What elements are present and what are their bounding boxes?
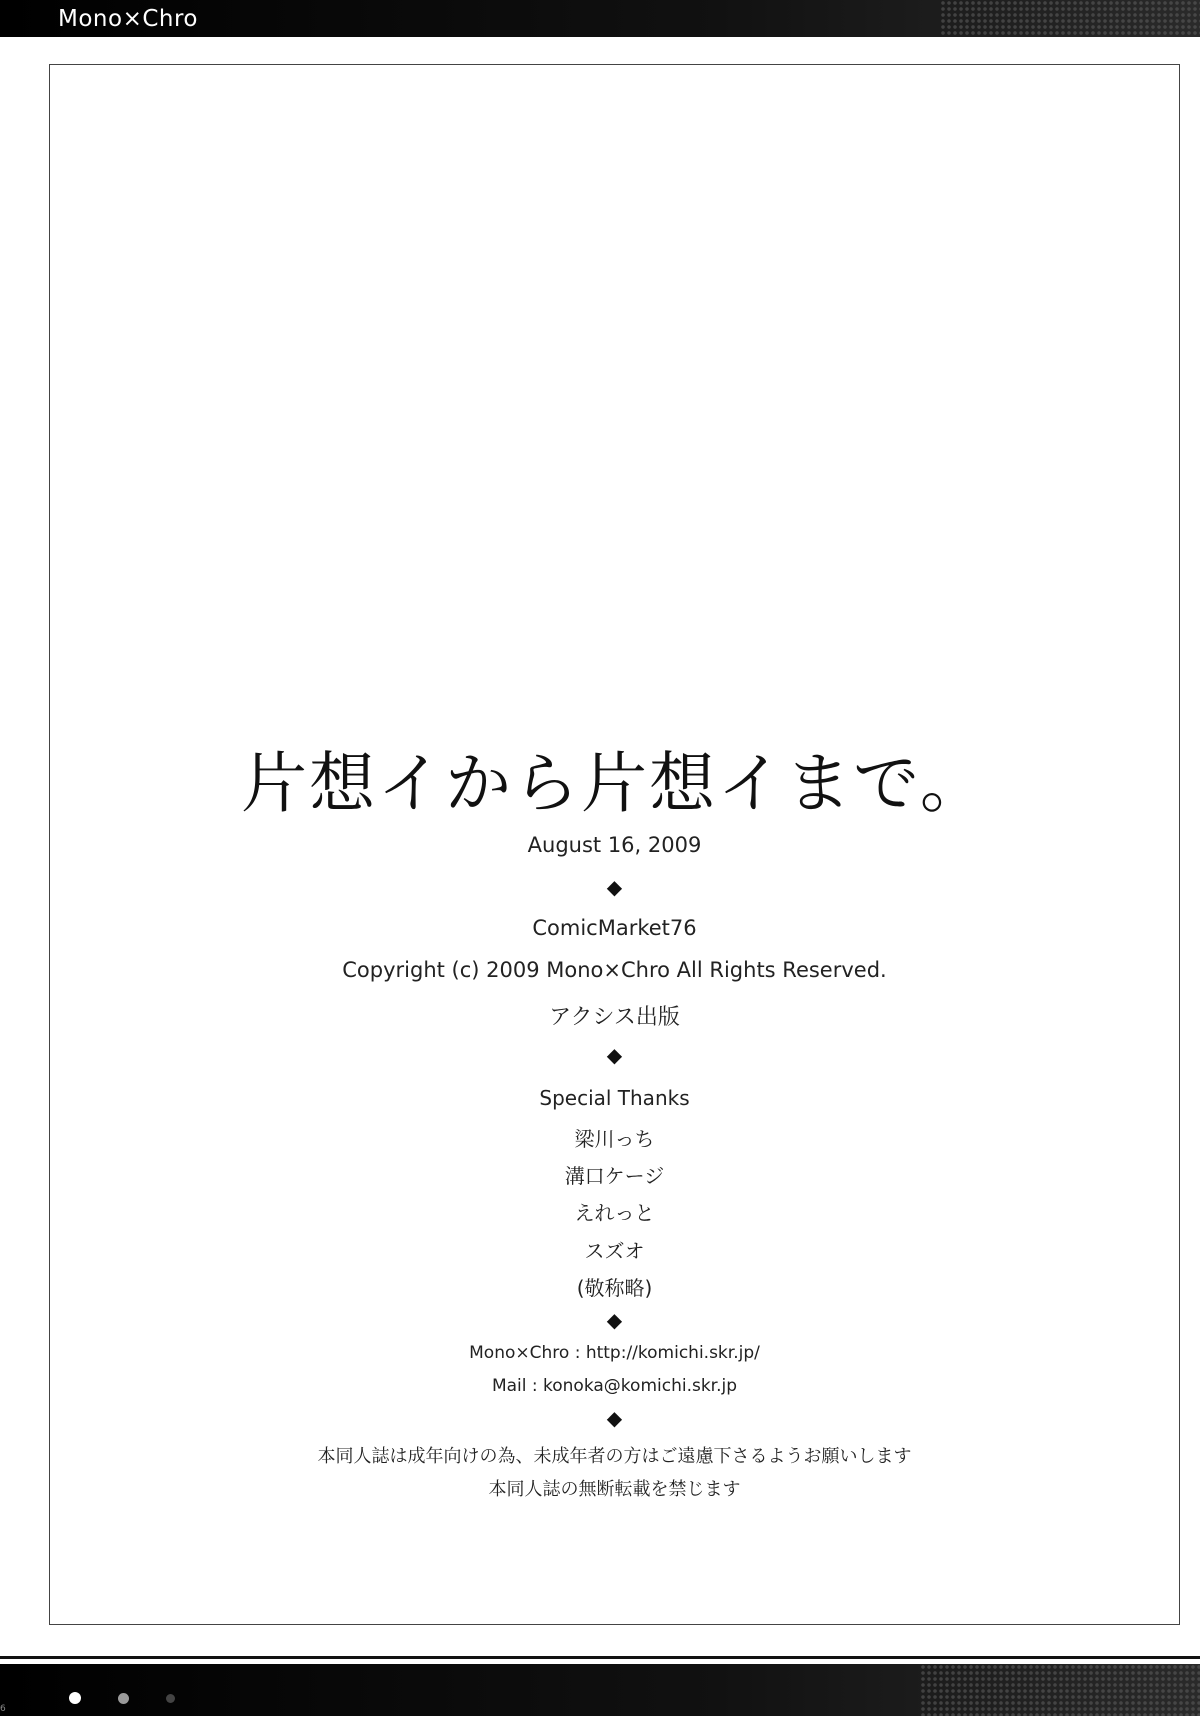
thanks-honorifics-note: (敬称略) [576,1276,653,1300]
publisher-name: アクシス出版 [549,1005,680,1030]
special-thanks-heading: Special Thanks [539,1086,690,1110]
thanks-item: スズオ [584,1239,645,1263]
book-title: 片想イから片想イまで。 [241,745,988,822]
event-name: ComicMarket76 [532,916,697,940]
copyright-line: Copyright (c) 2009 Mono×Chro All Rights Reserved. [342,958,887,982]
gray-dot-icon [118,1693,129,1704]
publication-date: August 16, 2009 [527,833,702,857]
circle-name: Mono×Chro [58,6,198,32]
thanks-item: えれっと [574,1201,655,1225]
footer-dot-pattern [920,1664,1200,1716]
diamond-divider: ◆ [606,1043,623,1067]
diamond-divider: ◆ [606,875,623,899]
header-dot-pattern [940,0,1200,37]
website-link[interactable]: Mono×Chro : http://komichi.skr.jp/ [469,1343,760,1363]
mail-link[interactable]: Mail : konoka@komichi.skr.jp [491,1376,738,1396]
age-restriction-notice: 本同人誌は成年向けの為、未成年者の方はご遠慮下さるようお願いします [317,1446,912,1467]
white-dot-icon [69,1692,81,1704]
diamond-divider: ◆ [606,1308,623,1332]
diamond-divider: ◆ [606,1406,623,1430]
footer-rule [0,1656,1200,1659]
page-number: 6 [0,1704,6,1714]
reproduction-notice: 本同人誌の無断転載を禁じます [488,1479,741,1500]
dark-dot-icon [166,1694,175,1703]
thanks-item: 梁川っち [574,1127,655,1151]
header-bar [0,0,1200,37]
thanks-item: 溝口ケージ [564,1164,665,1188]
footer-bar [0,1664,1200,1716]
